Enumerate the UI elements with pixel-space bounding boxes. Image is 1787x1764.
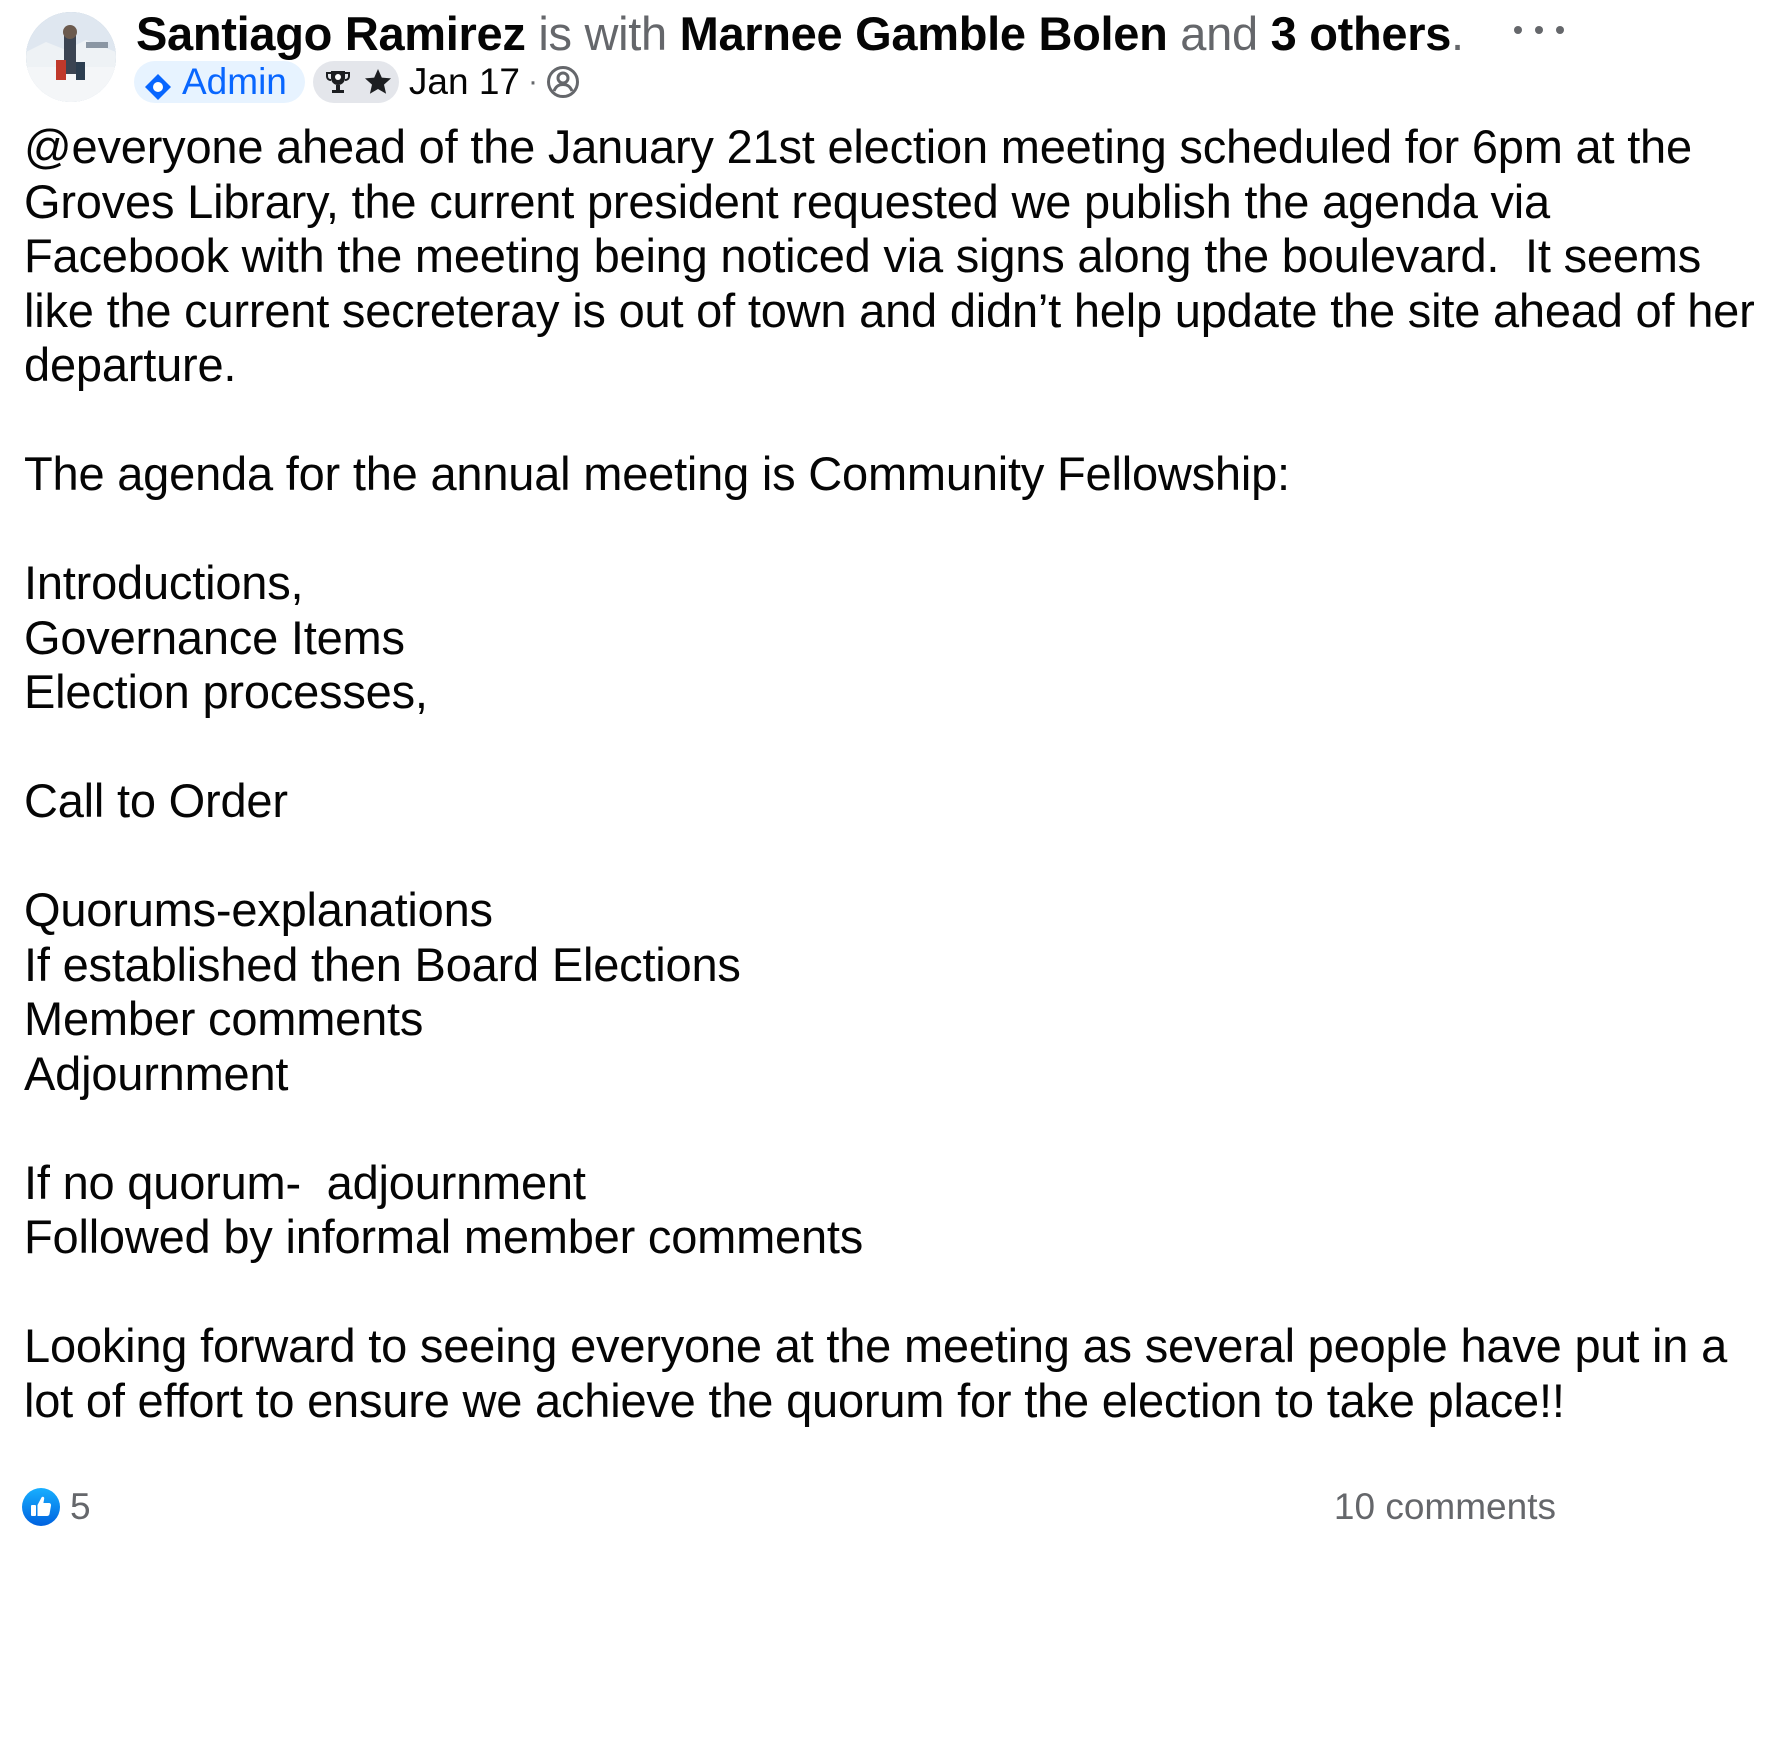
agenda-item: Followed by informal member comments bbox=[24, 1210, 864, 1263]
agenda-item: Call to Order bbox=[24, 774, 288, 827]
trophy-icon bbox=[323, 67, 353, 97]
more-options-dot bbox=[1535, 26, 1543, 34]
and-text: and bbox=[1167, 7, 1271, 60]
with-text: is with bbox=[525, 7, 680, 60]
closing-paragraph: Looking forward to seeing everyone at the meeting as several people have put in a lot of effort to ensure we achieve the quorum for the election to take place!! bbox=[24, 1319, 1740, 1427]
agenda-item: Introductions, bbox=[24, 556, 304, 609]
like-thumbs-up-icon bbox=[22, 1488, 60, 1526]
tagged-person-link[interactable]: Marnee Gamble Bolen bbox=[679, 7, 1168, 60]
star-icon bbox=[363, 67, 393, 97]
intro-paragraph: @everyone ahead of the January 21st election meeting scheduled for 6pm at the Groves Library, the current president requested we publish the agenda via Facebook with the meeting being noticed via signs along the boulevard. It seems like the current secreteray is out of town and didn’t help update the site ahead of her departure. bbox=[24, 120, 1768, 391]
post-header-title bbox=[136, 6, 1464, 62]
meta-separator: · bbox=[527, 65, 538, 98]
more-options-dot bbox=[1556, 26, 1564, 34]
agenda-item: Quorums-explanations bbox=[24, 883, 493, 936]
author-name-link[interactable]: Santiago Ramirez bbox=[136, 7, 526, 60]
agenda-intro: The agenda for the annual meeting is Community Fellowship: bbox=[24, 447, 1290, 500]
post-body bbox=[24, 120, 1768, 1428]
agenda-item: If established then Board Elections bbox=[24, 937, 741, 991]
post-meta-row bbox=[134, 60, 580, 104]
agenda-item: Election processes, bbox=[24, 665, 428, 718]
more-options-button[interactable] bbox=[1514, 18, 1564, 42]
others-link[interactable]: 3 others bbox=[1270, 7, 1452, 60]
agenda-item: Adjournment bbox=[24, 1046, 289, 1100]
post-date-link[interactable]: Jan 17 bbox=[408, 61, 520, 102]
agenda-item: Governance Items bbox=[24, 610, 405, 664]
member-badges[interactable] bbox=[313, 61, 399, 103]
admin-badge[interactable] bbox=[134, 61, 305, 103]
like-count: 5 bbox=[70, 1486, 91, 1527]
admin-shield-icon bbox=[144, 68, 172, 96]
comments-count-link[interactable]: 10 comments bbox=[1333, 1486, 1556, 1527]
more-options-icon bbox=[1514, 26, 1522, 34]
period-text: . bbox=[1451, 7, 1464, 60]
agenda-item: If no quorum- adjournment bbox=[24, 1155, 586, 1209]
group-members-icon[interactable] bbox=[546, 65, 580, 99]
admin-label: Admin bbox=[182, 61, 287, 102]
agenda-item: Member comments bbox=[24, 992, 424, 1045]
reactions-summary[interactable] bbox=[22, 1486, 91, 1528]
post-footer bbox=[22, 1486, 1556, 1534]
author-avatar[interactable] bbox=[26, 12, 116, 102]
